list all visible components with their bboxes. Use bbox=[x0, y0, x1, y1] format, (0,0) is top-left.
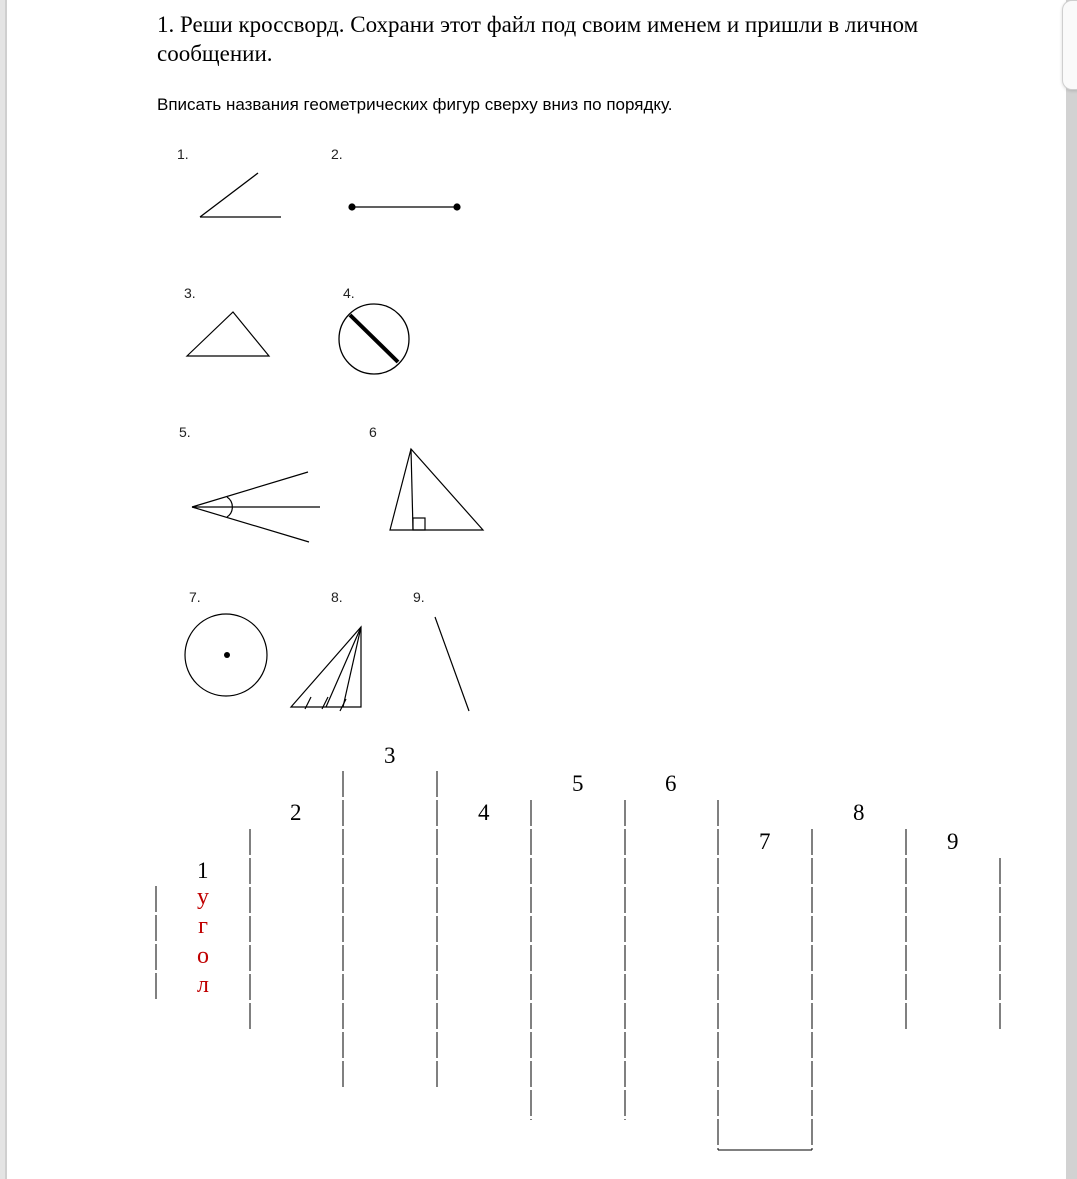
ray-line-figure bbox=[435, 617, 469, 711]
crossword-number-5: 5 bbox=[572, 771, 584, 796]
task-title: 1. Реши кроссворд. Сохрани этот файл под своим именем и пришли в личном сообщении. bbox=[157, 12, 919, 66]
instruction-text: Вписать названия геометрических фигур сверху вниз по порядку. bbox=[157, 95, 673, 114]
figure-label-1: 1. bbox=[177, 146, 189, 162]
crossword-number-1: 1 bbox=[197, 858, 209, 883]
crossword-number-2: 2 bbox=[290, 800, 302, 825]
figure-label-7: 7. bbox=[189, 589, 201, 605]
figure-label-6: 6 bbox=[369, 424, 377, 440]
crossword-cell-letter[interactable]: у bbox=[197, 884, 209, 910]
figure-label-9: 9. bbox=[413, 589, 425, 605]
triangle-medians-figure bbox=[291, 627, 361, 711]
crossword-number-6: 6 bbox=[665, 771, 677, 796]
figure-label-8: 8. bbox=[331, 589, 343, 605]
crossword-grid bbox=[156, 771, 1000, 1150]
circle-diameter-figure bbox=[339, 304, 409, 374]
triangle-figure bbox=[187, 312, 269, 356]
figure-label-4: 4. bbox=[343, 285, 355, 301]
figure-label-5: 5. bbox=[179, 424, 191, 440]
figure-label-3: 3. bbox=[184, 285, 196, 301]
crossword-cell-letter[interactable]: о bbox=[197, 943, 209, 969]
crossword-number-8: 8 bbox=[853, 800, 865, 825]
crossword-number-3: 3 bbox=[384, 743, 396, 768]
crossword-number-7: 7 bbox=[759, 829, 771, 854]
crossword-cell-letter[interactable]: г bbox=[198, 913, 208, 939]
crossword-number-9: 9 bbox=[947, 829, 959, 854]
angle-bisector-figure bbox=[192, 472, 320, 542]
segment-figure bbox=[348, 203, 460, 210]
circle-center-figure bbox=[185, 614, 267, 696]
right-triangle-height-figure bbox=[390, 449, 483, 530]
figure-label-2: 2. bbox=[331, 146, 343, 162]
crossword-number-4: 4 bbox=[478, 800, 490, 825]
crossword-cell-letter[interactable]: л bbox=[197, 972, 209, 998]
angle-figure bbox=[200, 173, 281, 217]
